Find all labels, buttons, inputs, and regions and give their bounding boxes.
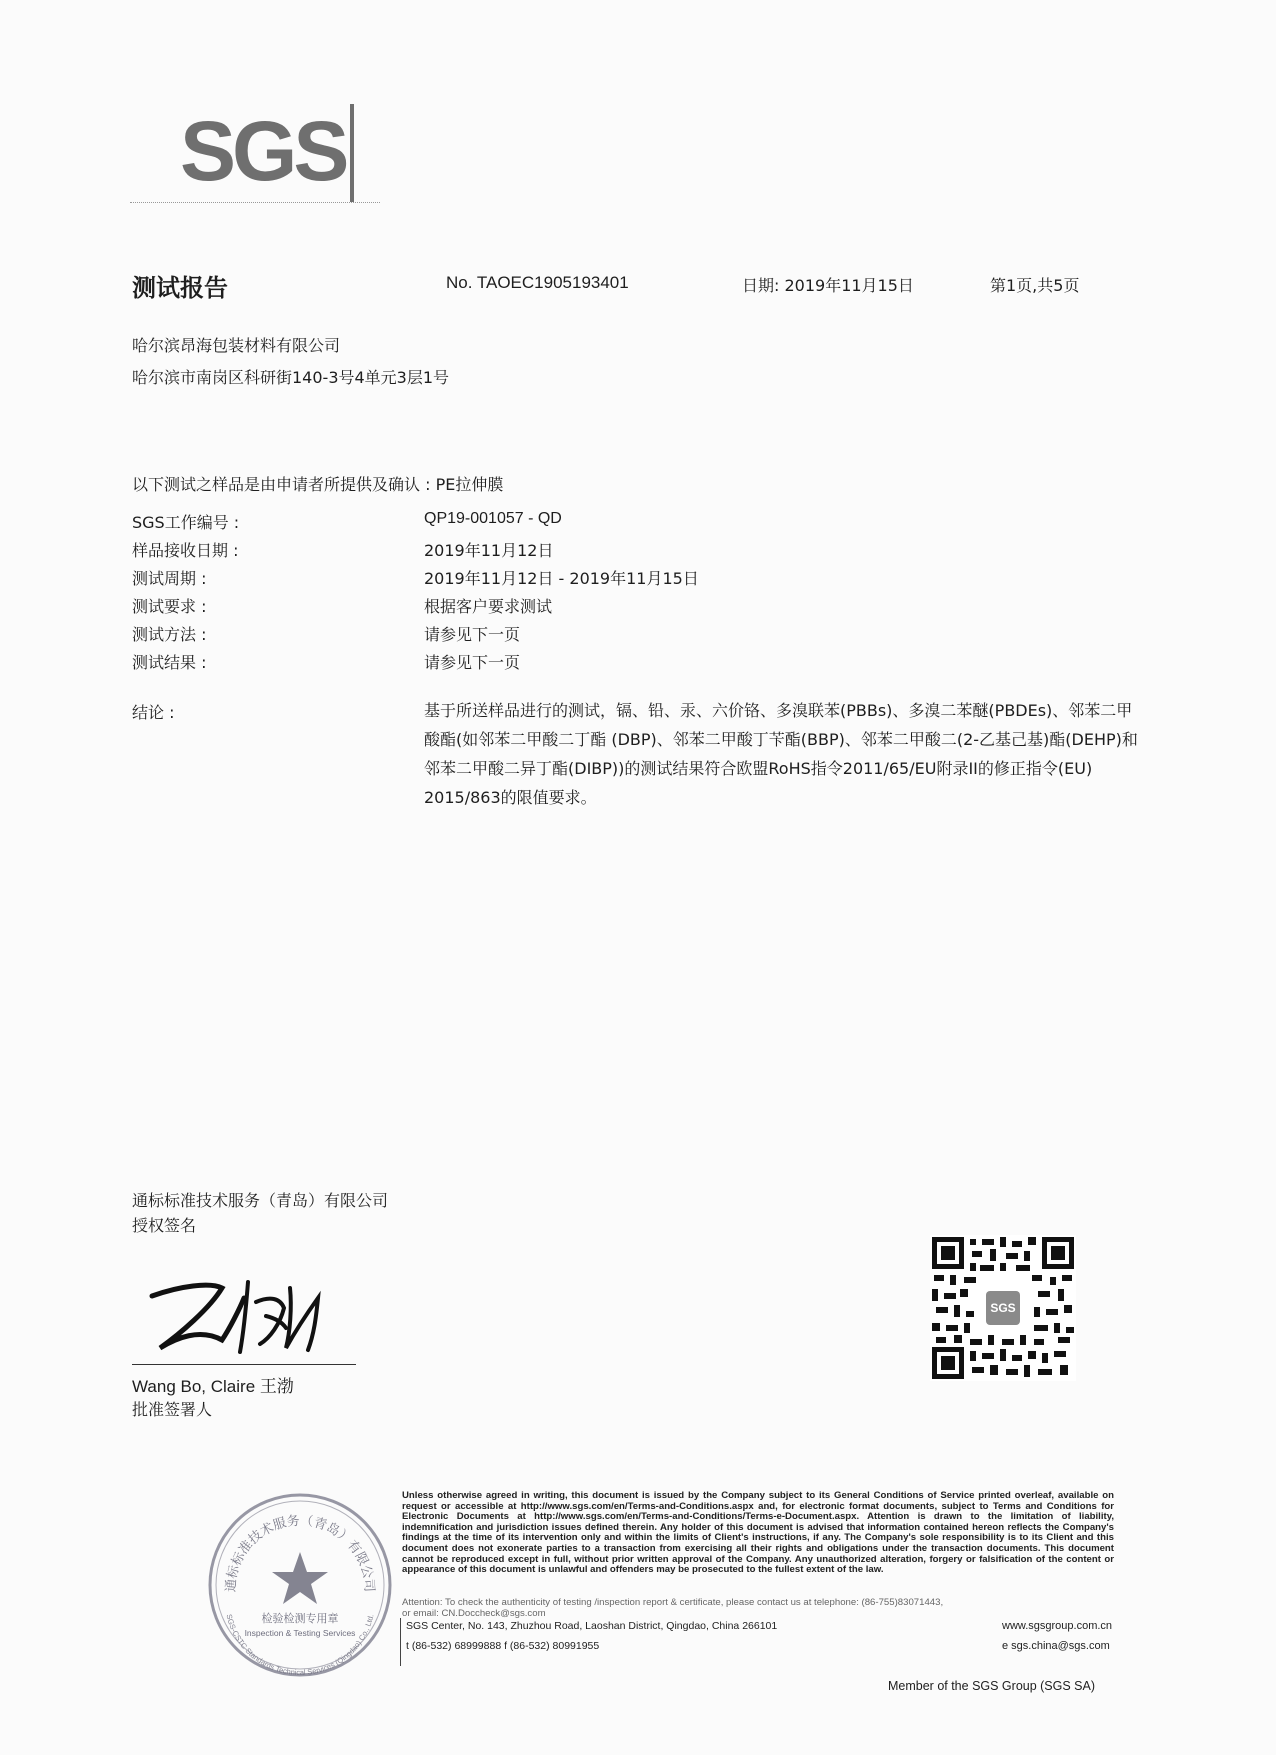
sgs-logo [130,96,380,208]
logo-text: SGS [180,104,346,198]
field-value: 请参见下一页 [424,625,521,644]
stamp-top-text: 通标标准技术服务（青岛）有限公司 [223,1513,377,1593]
official-seal-stamp [205,1490,395,1680]
authenticity-line-1: Attention: To check the authenticity of testing /inspection report & certificate, please contact us at telephone: (86-755)83071443, [402,1597,944,1608]
footer-divider [400,1618,401,1666]
footer-email: e sgs.china@sgs.com [1002,1640,1110,1652]
footer-address: SGS Center, No. 143, Zhuzhou Road, Laoshan District, Qingdao, China 266101 [406,1620,778,1632]
footer-phone-fax: t (86-532) 68999888 f (86-532) 80991955 [406,1640,600,1652]
stamp-english-text: Inspection & Testing Services [244,1628,356,1638]
client-name: 哈尔滨昂海包装材料有限公司 [132,336,341,355]
field-label: SGS工作编号 : [132,513,240,532]
qr-center-logo: SGS [990,1301,1016,1315]
signer-company: 通标标准技术服务（青岛）有限公司 [132,1191,389,1210]
qr-code [930,1235,1076,1381]
footer-member-statement: Member of the SGS Group (SGS SA) [888,1679,1096,1693]
logo-bar [350,104,354,202]
authorized-signature-label: 授权签名 [132,1216,197,1235]
field-label: 测试结果 : [132,653,207,672]
sample-statement: 以下测试之样品是由申请者所提供及确认 : PE拉伸膜 [132,475,504,494]
handwritten-signature [140,1268,330,1360]
signature-line [132,1364,356,1365]
report-number: No. TAOEC1905193401 [446,273,629,292]
report-date: 日期: 2019年11月15日 [742,276,914,295]
signer-role: 批准签署人 [132,1400,213,1419]
stamp-bottom-text: SGS-CSTC Standards Technical Services (Qingdao) Co., Ltd. [224,1613,376,1678]
field-label: 测试要求 : [132,597,207,616]
document-title: 测试报告 [132,274,228,302]
authenticity-notice [402,1598,1122,1619]
logo-underline [130,202,380,203]
authenticity-line-2: or email: CN.Doccheck@sgs.com [402,1607,546,1619]
field-label: 测试方法 : [132,625,207,644]
field-value: 2019年11月12日 - 2019年11月15日 [424,569,699,588]
field-label: 测试周期 : [132,569,207,588]
terms-and-conditions: Unless otherwise agreed in writing, this document is issued by the Company subject to its General Conditions of Service printed overleaf, available on request or accessible at http://www.sgs.com/en/Terms-and-Conditions.aspx and, for electronic format documents, subject to Terms and Conditions for Electronic Documents at http://www.sgs.com/en/Terms-and-Conditions/Terms-e-Document.aspx. Attention is drawn to the limitation of liability, indemnification and jurisdiction issues defined therein. Any holder of this document is advised that information contained hereon reflects the Company's findings at the time of its intervention only and within the limits of Client's instructions, if any. The Company's sole responsibility is to its Client and this document does not exonerate parties to a transaction from exercising all their rights and obligations under the transaction documents. This document cannot be reproduced except in full, without prior written approval of the Company. Any unauthorized alteration, forgery or falsification of the content or appearance of this document is unlawful and offenders may be prosecuted to the fullest extent of the law. [402,1490,1114,1576]
field-value: 根据客户要求测试 [424,597,553,616]
signer-name: Wang Bo, Claire 王渤 [132,1377,294,1396]
conclusion-text: 基于所送样品进行的测试，镉、铅、汞、六价铬、多溴联苯(PBBs)、多溴二苯醚(PBDEs)、邻苯二甲酸酯(如邻苯二甲酸二丁酯 (DBP)、邻苯二甲酸丁苄酯(BBP)、邻苯二甲酸二(2-乙基己基)酯(DEHP)和邻苯二甲酸二异丁酯(DIBP))的测试结果符合欧盟RoHS指令2011/65/EU附录II的修正指令(EU) 2015/863的限值要求。 [424,701,1138,807]
footer-website: www.sgsgroup.com.cn [1002,1620,1113,1632]
field-value: 请参见下一页 [424,653,521,672]
page-number: 第1页,共5页 [990,276,1080,295]
client-address: 哈尔滨市南岗区科研街140-3号4单元3层1号 [132,368,450,387]
stamp-middle-text: 检验检测专用章 [261,1612,339,1625]
field-label: 样品接收日期 : [132,541,239,560]
field-value: 2019年11月12日 [424,541,554,560]
conclusion-label: 结论 : [132,703,175,722]
field-value: QP19-001057 - QD [424,510,562,527]
